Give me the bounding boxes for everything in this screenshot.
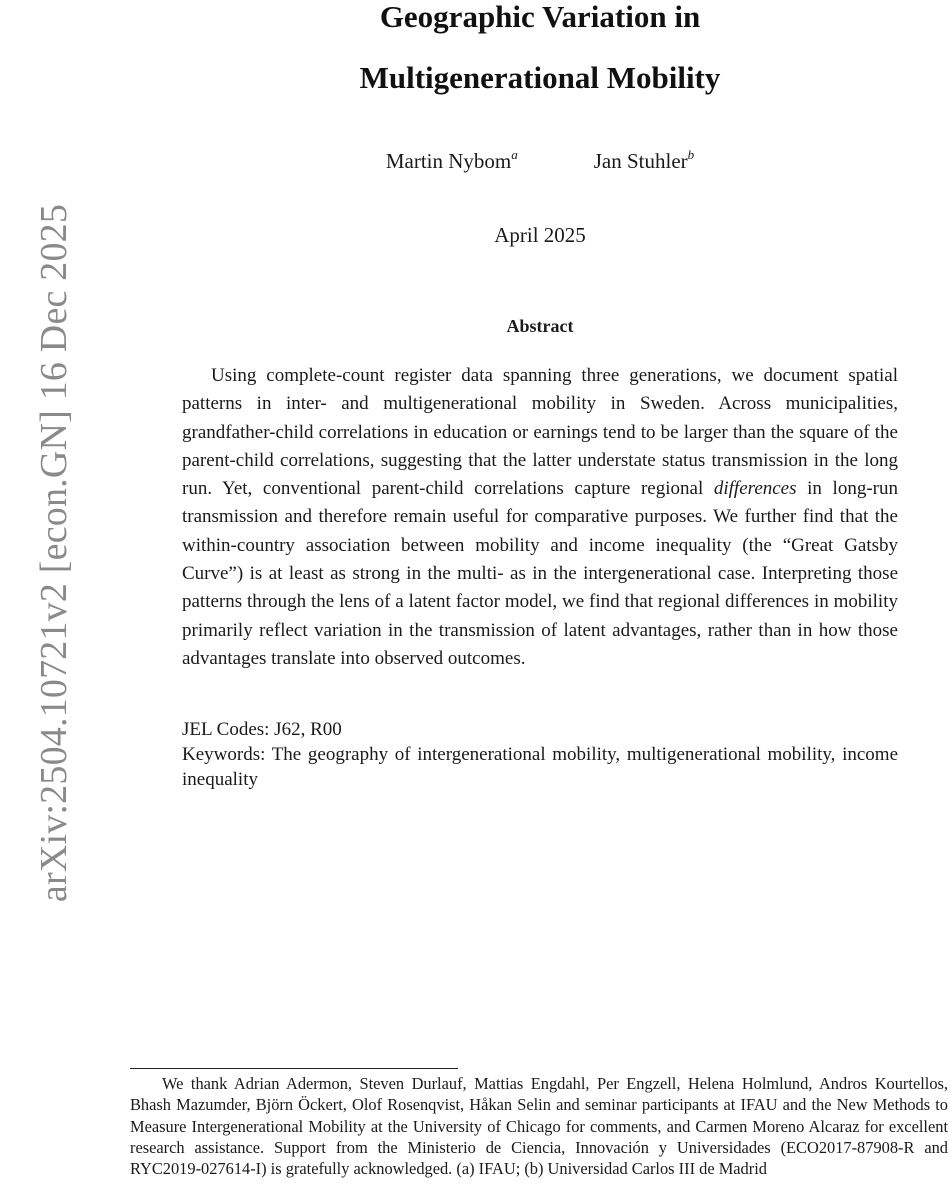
keywords: Keywords: The geography of intergenerational mobility, multigenerational mobility, income inequality <box>182 744 898 790</box>
author-1 <box>386 149 518 174</box>
footnote-divider <box>130 1068 458 1069</box>
author-affiliation-mark: a <box>511 147 518 162</box>
author-name: Jan Stuhler <box>593 149 688 173</box>
abstract-text-part-2: in long-run transmission and therefore remain useful for comparative purposes. We further find that the within-country association between mobility and income inequality (the “Great Gatsby Curve”) is at least as strong in the multi- as in the intergenerational case. Interpreting those patterns through the lens of a latent factor model, we find that regional differences in mobility primarily reflect variation in the transmission of latent advantages, rather than in how those advantages translate into observed outcomes. <box>182 478 898 669</box>
classification-block <box>182 717 898 792</box>
paper-title <box>182 0 898 108</box>
arxiv-identifier-stamp: arXiv:2504.10721v2 [econ.GN] 16 Dec 2025 <box>33 203 75 903</box>
title-line-2: Multigenerational Mobility <box>359 60 721 95</box>
abstract-heading: Abstract <box>506 316 574 336</box>
jel-codes: JEL Codes: J62, R00 <box>182 719 342 740</box>
abstract-emphasis: differences <box>713 478 797 500</box>
publication-date: April 2025 <box>494 223 586 247</box>
author-2 <box>594 149 694 174</box>
acknowledgements-footnote: We thank Adrian Adermon, Steven Durlauf, Mattias Engdahl, Per Engzell, Helena Holmlund, Andros Kourtellos, Bhash Mazumder, Björn Öckert, Olof Rosenqvist, Håkan Selin and seminar participants at IFAU and the New Methods to Measure Intergenerational Mobility at the University of Chicago for comments, and Carmen Moreno Alcaraz for excellent research assistance. Support from the Ministerio de Ciencia, Innovación y Universidades (ECO2017-87908-R and RYC2019-027614-I) is gratefully acknowledged. (a) IFAU; (b) Universidad Carlos III de Madrid <box>130 1074 948 1179</box>
author-affiliation-mark: b <box>687 147 695 162</box>
abstract-text-part-1: Using complete-count register data spanning three generations, we document spatial patterns in inter- and multigenerational mobility in Sweden. Across municipalities, grandfather-child correlations in education or earnings tend to be larger than the square of the parent-child correlations, suggesting that the latter understate status transmission in the long run. Yet, conventional parent-child correlations capture regional <box>182 365 898 500</box>
title-line-1: Geographic Variation in <box>379 0 701 34</box>
author-name: Martin Nybom <box>385 149 512 173</box>
abstract-body <box>182 362 898 673</box>
author-list <box>182 149 898 174</box>
